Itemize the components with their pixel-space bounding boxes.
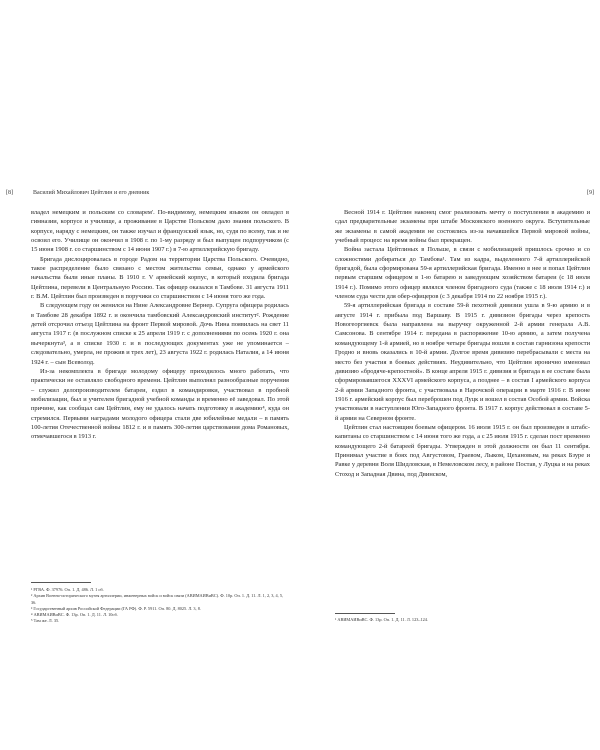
footnote: ² Архив Военно-исторического музея артиллерии, инженерных войск и войск связи (АВИМАИВиВС). Ф. 10р. Оп. 1. Д. 11. Л. 1, 2, 3, 4, 5, 36. <box>31 593 284 605</box>
paragraph: 59-я артиллерийская бригада в составе 59-й пехотной дивизии ушла в 9-ю армию и в августе 1914 г. прибыла под Варшаву. В 1915 г. дивизион бригады через крепость Новогеоргиевск была направлена на выручку окруженной 2-й армии генерала А.В. Самсонова. В сентябре 1914 г. передана в распоряжение 10-ю армию, а затем получена командующему 1-й армией, но в ноябре четыре бригады вошли в состав гарнизона крепости Гродно и вновь оказались в 10-й армии. Долгое время дивизию перебрасывали с места на место без участия в боевых действиях. Неудивительно, что Цейтлин иронично именовал дивизию «бродяче-крепостной». В конце апреля 1915 г. дивизия и бригада в ее составе была сформировавшегося XXXVI армейского корпуса, а позднее – в состав I армейского корпуса 2-й армии Западного фронта, с участвовала в Нарочской операции в марте 1916 г. В июне 1916 г. армейский корпус был переброшен под Луцк и вошел в состав Особой армии. Войска участвовали в наступлении Юго-Западного фронта. В 1917 г. корпус действовал в составе 5-й армии на Северном фронте. <box>335 302 590 422</box>
paragraph: Весной 1914 г. Цейтлин наконец смог реализовать мечту о поступлении в академию и сдал предварительные экзамены при штабе Московского военного округа. Вступительные же экзамены в самой академии не состоялись из-за начавшейся Первой мировой войны, учебный процесс на время войны был прекращен. <box>335 209 590 245</box>
right-body-text <box>335 208 590 479</box>
footnote-divider <box>335 613 395 614</box>
footnote: ⁴ АВИМАИВиВС. Ф. 13р. Оп. 1. Д. 11. Л. 10об. <box>31 612 118 618</box>
footnote: ¹ АВИМАИВиВС. Ф. 13р. Оп. 1. Д. 11. Л. 123–124. <box>335 617 429 622</box>
paragraph: Бригада дислоцировалась в городе Радом на территории Царства Польского. Очевидно, такое распределение было связано с местом жительства семьи, однако у армейского начальства были иные планы. В 1910 г. V армейский корпус, в который входила бригада Цейтлина, перевели в Центральную Россию. Так офицер оказался в Тамбове. 31 августа 1911 г. В.М. Цейтлин был произведен в поручики со старшинством с 14 июня того же года. <box>31 255 289 301</box>
footnote-divider <box>31 582 91 583</box>
running-title: Василий Михайлович Цейтлин и его дневник <box>33 190 150 196</box>
left-body-text <box>31 208 289 442</box>
footnote: ³ Государственный архив Российской Федерации (ГА РФ). Ф. Р. 5911. Оп. 80. Д. 8025. Л. 3, 8. <box>31 605 201 611</box>
right-page-number: [9] <box>587 190 594 196</box>
left-footnotes <box>31 587 286 625</box>
paragraph: Из-за некомплекта в бригаде молодому офицеру приходилось много работать, что практически не оставляло свободного времени. Цейтлин выполнял разнообразные поручения – служил делопроизводителем батареи, ездил в командировки, участвовал в пробной мобилизации, был и учителем бригадной учебной команды и временно её заведовал. По этой причине, как сообщал сам Цейтлин, ему не удалось начать подготовку в академию⁴, куда он стремился. Первыми наградами молодого офицера стали две юбилейные медали – в память 100-летия Отечественной войны 1812 г. и в память 300-летия царствования дома Романовых, отмечавшегося в 1913 г. <box>31 367 289 441</box>
footnote: ¹ РГВА. Ф. 37976. Оп. 1. Д. 486. Л. 1 об. <box>31 587 104 592</box>
footnote: ⁵ Там же. Л. 35. <box>31 618 60 624</box>
left-page-number: [8] <box>6 190 13 196</box>
paragraph: Цейтлин стал настоящим боевым офицером. 16 июля 1915 г. он был произведен в штабс-капитаны со старшинством с 14 июня того же года, а с 25 июля 1915 г. сделан пост временно командующего 2-й батареей бригады. Утвержден в этой должности он был 11 сентября. Принимал участие в боях под Августовом, Граевом, Лыком, Цехановым, на реках Бзуре и Равке у деревни Воля Шидловская, в Немеловском лесу, в районе Постав, у Луцка и на реках Стоход и Западная Двина, под Двинском, <box>335 423 590 478</box>
paragraph: В следующем году он женился на Нине Александровне Вернер. Супруга офицера родилась в Тамбове 28 декабря 1892 г. и окончила тамбовский Александровский институт². Рождение детей отсрочил отъезд Цейтлина на фронт Первой мировой. Дочь Нина появилась на свет 11 августа 1917 г. (в послужном списке к 25 апреля 1919 г. с дополнениями по осень 1920 г. она вычеркнута³, а в списке 1930 г. и в последующих документах уже не упоминается – следовательно, умерла, не прожив и трех лет), 23 августа 1922 г. родилась Наталия, а 14 июня 1924 г. – сын Всеволод. <box>31 302 289 366</box>
right-page <box>300 0 600 750</box>
paragraph: владел немецким и польским со словарем'. По-видимому, немецким языком он овладел в гимназии, корпусе и училище, а проживание в Царстве Польском дало знания польского. В корпусе, наряду с немецким, он также изучал и французский язык, но, судя по всему, так и не освоил его. Училище он окончил в 1908 г. по 1-му разряду и был выпущен подпоручиком (с 15 июня 1908 г. со старшинством с 14 июня 1907 г.) в 7-ю артиллерийскую бригаду. <box>31 209 289 254</box>
right-footnotes <box>335 617 590 623</box>
paragraph: Война застала Цейтлиных в Польше, в связи с мобилизацией пришлось срочно и со сложностями добираться до Тамбова¹. Там из кадра, выделенного 7-й артиллерийской бригадой, была сформирована 59-я артиллерийская бригада. Именно в нее и попал Цейтлин первым старшим офицером в 1-ю батарею и заведующим хозяйством батареи (с 18 июля 1914 г.). Помимо этого офицер являлся членом бригадного суда (также с 18 июля 1914 г.) и членом суда чести для обер-офицеров (с 3 декабря 1914 по 22 ноября 1915 г.). <box>335 246 590 301</box>
